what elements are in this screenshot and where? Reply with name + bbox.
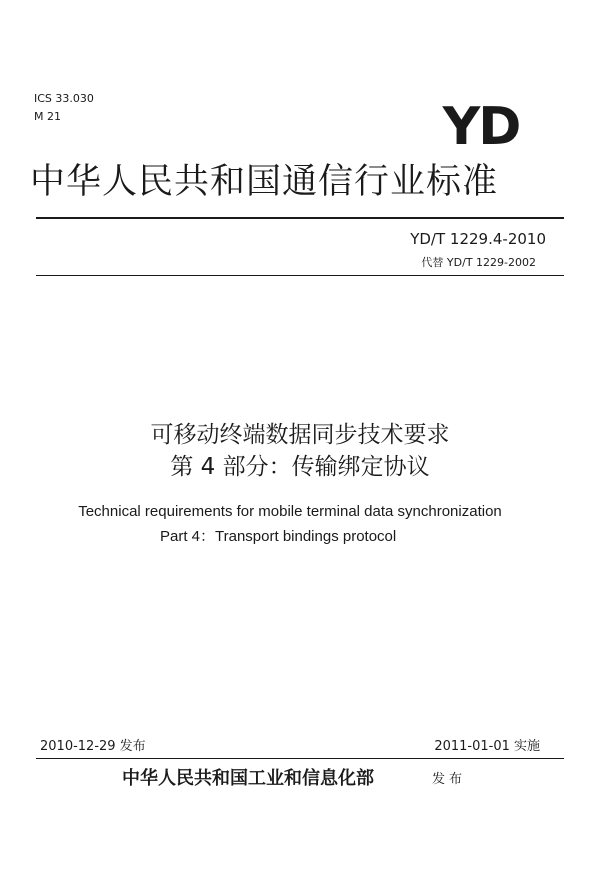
publish-label: 发布 [432, 772, 467, 787]
english-title-line-1: Technical requirements for mobile terminal data synchronization [78, 503, 502, 520]
publisher-name: 中华人民共和国工业和信息化部 [122, 768, 374, 789]
standard-number: YD/T 1229.4-2010 [410, 230, 546, 248]
implementation-date: 2011-01-01 实施 [434, 739, 540, 754]
title-divider [36, 217, 564, 219]
footer-divider [36, 758, 564, 759]
classification-code: M 21 [34, 110, 61, 123]
english-title-line-2: Part 4：Transport bindings protocol [160, 528, 397, 545]
replaces-standard: 代替 YD/T 1229-2002 [421, 256, 536, 269]
number-divider [36, 275, 564, 276]
chinese-title-line-1: 可移动终端数据同步技术要求 [150, 422, 450, 448]
main-title: 中华人民共和国通信行业标准 [30, 162, 499, 202]
yd-logo-text: YD [442, 100, 520, 150]
chinese-title-line-2: 第 4 部分：传输绑定协议 [170, 454, 430, 480]
yd-logo [426, 100, 536, 150]
issue-date: 2010-12-29 发布 [40, 739, 146, 754]
ics-code: ICS 33.030 [34, 92, 94, 105]
